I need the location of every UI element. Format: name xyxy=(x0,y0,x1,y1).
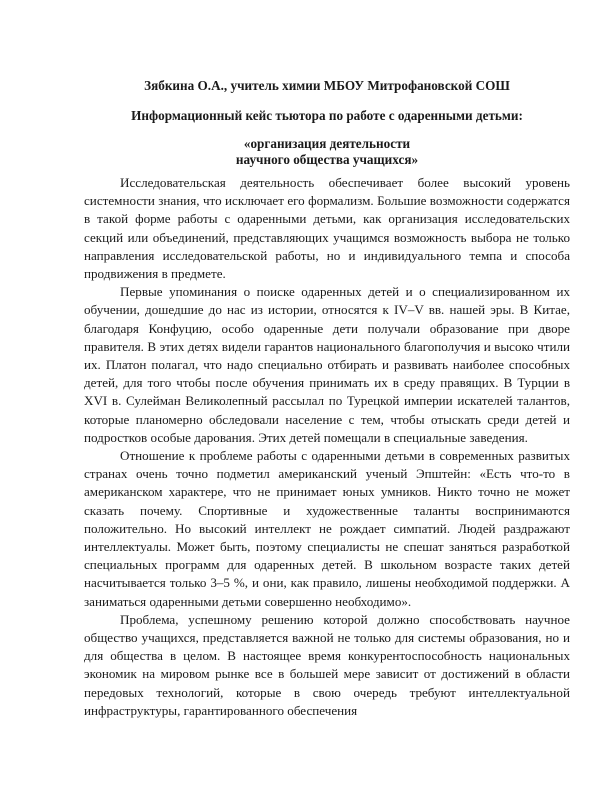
paragraph-4: Проблема, успешному решению которой должно способствовать научное общество учащихся, представляется важной не только для системы образования, но и для общества в целом. В настоящее время конкурентоспособность национальных экономик на мировом рынке все в большей мере зависит от достижений в области передовых технологий, которые в свою очередь требуют интеллектуальной инфраструктуры, гарантированного обеспечения xyxy=(84,611,570,718)
author-line: Зябкина О.А., учитель химии МБОУ Митрофановской СОШ xyxy=(144,78,510,93)
paragraph-3: Отношение к проблеме работы с одаренными детьми в современных развитых странах очень точно подметил американский ученый Эпштейн: «Есть что-то в американском характере, что не принимает юных умников. Никто точно не может сказать почему. Спортивные и художественные таланты воспринимаются положительно. Но высокий интеллект не рождает симпатий. Людей раздражают интеллектуалы. Может быть, поэтому специалисты не спешат заняться разработкой специальных программ для одаренных детей. В школьном возрасте таких детей насчитывается только 3–5 %, и они, как правило, лишены необходимой поддержки. А заниматься одаренными детьми совершенно необходимо». xyxy=(84,448,570,609)
paragraph-2: Первые упоминания о поиске одаренных детей и о специализированном их обучении, дошедшие до нас из истории, относятся к IV–V вв. нашей эры. В Китае, благодаря Конфуцию, особо одаренные дети получали образование при дворе правителя. В этих детях видели гарантов национального благополучия и высоко чтили их. Платон полагал, что надо специально отбирать и развивать наиболее способных детей, для того чтобы после обучения принимать их в среду правящих. В Турции в XVI в. Сулейман Великолепный рассылал по Турецкой империи искателей талантов, которые планомерно обследовали население с тем, чтобы отыскать среди детей и подростков особые дарования. Этих детей помещали в специальные заведения. xyxy=(84,284,570,445)
subtitle-line-2: научного общества учащихся» xyxy=(235,152,419,167)
subtitle-line-1: «организация деятельности xyxy=(243,136,411,151)
body-text xyxy=(84,174,570,720)
document-body xyxy=(84,72,570,720)
paragraph-1: Исследовательская деятельность обеспечивает более высокий уровень системности знания, что исключает его формализм. Большие возможности содержатся в такой форме работы с одаренными детьми, как организация исследовательских секций или объединений, представляющих учащимся возможность выбора не только направления исследовательской работы, но и индивидуального темпа и способа продвижения в предмете. xyxy=(84,175,570,282)
case-title: Информационный кейс тьютора по работе с одаренными детьми: xyxy=(131,108,523,123)
